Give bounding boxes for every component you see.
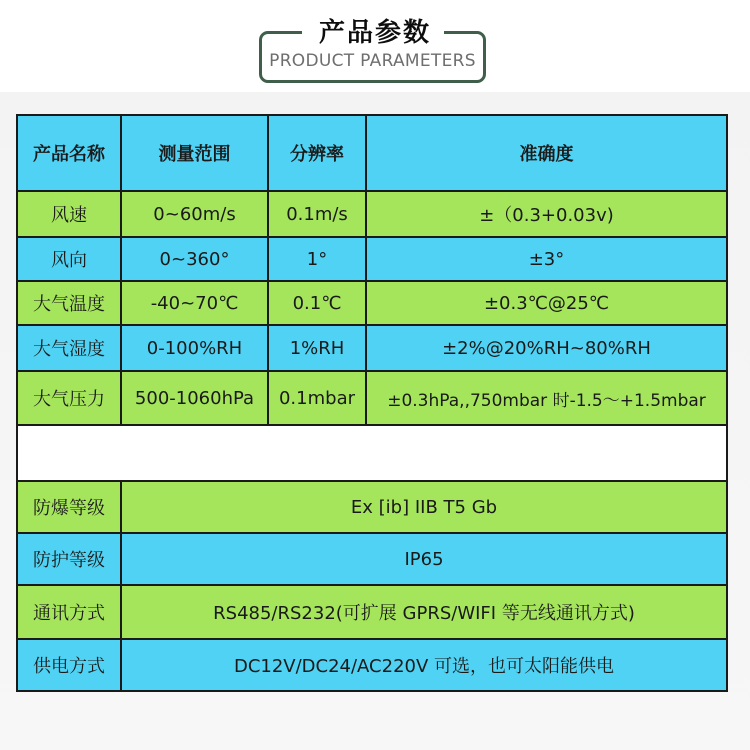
table-cell: 大气湿度	[18, 326, 122, 370]
table-cell: 通讯方式	[18, 586, 122, 638]
column-header: 准确度	[519, 144, 574, 165]
column-header: 产品名称	[18, 116, 122, 190]
table-cell: DC12V/DC24/AC220V 可选，也可太阳能供电	[233, 656, 615, 677]
table-row	[18, 192, 726, 238]
table-cell: IP65	[404, 548, 444, 570]
table-row	[18, 640, 726, 690]
table-cell: 0.1m/s	[269, 192, 367, 236]
table-cell: 0-100%RH	[122, 326, 269, 370]
table-row	[18, 534, 726, 586]
table-cell: 0~360°	[122, 238, 269, 280]
page-subtitle: PRODUCT PARAMETERS	[269, 51, 476, 71]
table-cell: 500-1060hPa	[122, 372, 269, 424]
table-cell: 风速	[18, 192, 122, 236]
table-header-row	[18, 116, 726, 192]
table-cell: 0~60m/s	[122, 192, 269, 236]
table-cell: ±2%@20%RH~80%RH	[442, 337, 651, 359]
table-cell: 大气压力	[18, 372, 122, 424]
table-cell: Ex [ib] IIB T5 Gb	[350, 496, 498, 518]
table-cell: RS485/RS232(可扩展 GPRS/WIFI 等无线通讯方式)	[213, 603, 635, 624]
page-title: 产品参数	[318, 18, 431, 48]
table-row	[18, 586, 726, 640]
column-header: 测量范围	[122, 116, 269, 190]
table-cell: 0.1℃	[269, 282, 367, 324]
table-row	[18, 282, 726, 326]
table-row	[18, 238, 726, 282]
table-cell: ±3°	[528, 248, 565, 270]
table-row	[18, 326, 726, 372]
table-cell: ±（0.3+0.03v)	[479, 205, 614, 226]
table-cell: -40~70℃	[122, 282, 269, 324]
column-header: 分辨率	[269, 116, 367, 190]
table-cell: ±0.3℃@25℃	[483, 292, 610, 314]
table-cell: 1°	[269, 238, 367, 280]
table-cell: 1%RH	[269, 326, 367, 370]
table-row	[18, 482, 726, 534]
spec-table	[16, 114, 728, 692]
table-cell: 防护等级	[18, 534, 122, 584]
table-cell: 风向	[18, 238, 122, 280]
table-spacer-row	[18, 426, 726, 482]
table-cell: ±0.3hPa,,750mbar 时-1.5～+1.5mbar	[387, 390, 706, 411]
table-row	[18, 372, 726, 426]
table-cell: 0.1mbar	[269, 372, 367, 424]
header-band	[0, 0, 750, 92]
table-cell: 防爆等级	[18, 482, 122, 532]
table-cell: 供电方式	[18, 640, 122, 690]
table-cell: 大气温度	[18, 282, 122, 324]
